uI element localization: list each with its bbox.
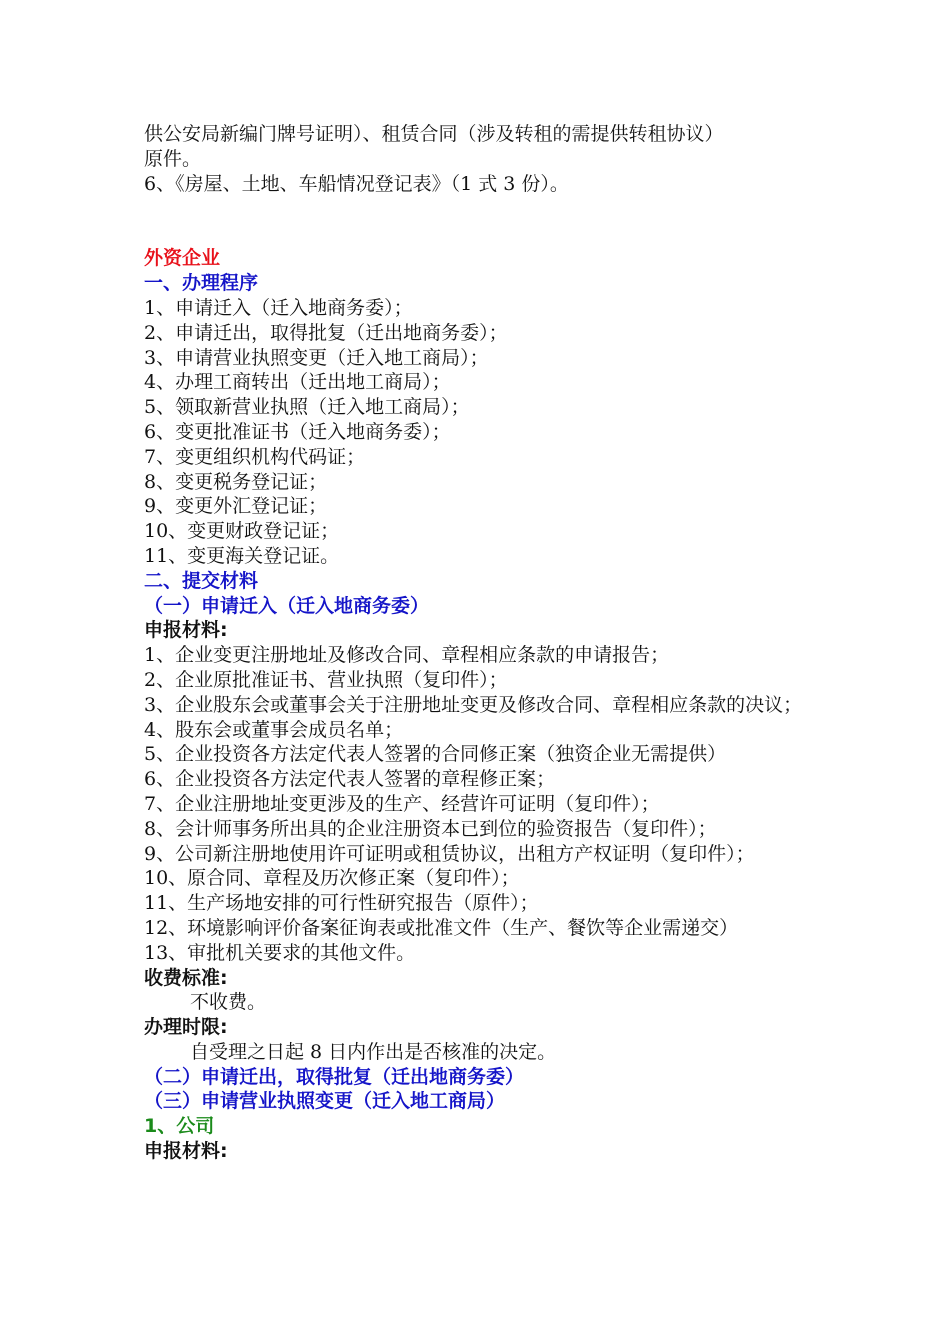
time-limit-label: 办理时限: xyxy=(144,1016,228,1039)
procedure-step: 8、变更税务登记证； xyxy=(144,470,328,493)
procedure-step: 3、申请营业执照变更（迁入地工商局）； xyxy=(144,346,489,369)
procedure-step: 5、领取新营业执照（迁入地工商局）； xyxy=(144,396,470,419)
fee-value: 不收费。 xyxy=(190,991,267,1014)
procedure-list xyxy=(144,296,824,569)
company-heading: 1、公司 xyxy=(144,1115,215,1138)
section-title: 外资企业 xyxy=(144,247,221,270)
sub1-materials-list xyxy=(144,643,824,965)
sub3-heading: （三）申请营业执照变更（迁入地工商局） xyxy=(144,1090,506,1113)
sub1-heading: （一）申请迁入（迁入地商务委） xyxy=(144,594,430,617)
intro-line-1: 供公安局新编门牌号证明）、租赁合同（涉及转租的需提供转租协议） xyxy=(144,123,724,145)
material-item: 3、企业股东会或董事会关于注册地址变更及修改合同、章程相应条款的决议； xyxy=(144,693,803,716)
sub2-heading: （二）申请迁出，取得批复（迁出地商务委） xyxy=(144,1065,525,1088)
material-item: 5、企业投资各方法定代表人签署的合同修正案（独资企业无需提供） xyxy=(144,743,727,766)
material-item: 10、原合同、章程及历次修正案（复印件）； xyxy=(144,867,520,890)
procedure-step: 2、申请迁出，取得批复（迁出地商务委）； xyxy=(144,321,508,344)
sub3-materials-label: 申报材料: xyxy=(144,1140,228,1163)
material-item: 7、企业注册地址变更涉及的生产、经营许可证明（复印件）； xyxy=(144,792,660,815)
intro-line-3: 6、《房屋、土地、车船情况登记表》（1 式 3 份）。 xyxy=(144,172,569,195)
material-item: 11、生产场地安排的可行性研究报告（原件）； xyxy=(144,892,539,915)
intro-line-2: 原件。 xyxy=(144,147,202,170)
procedure-step: 4、办理工商转出（迁出地工商局）； xyxy=(144,371,451,394)
material-item: 6、企业投资各方法定代表人签署的章程修正案； xyxy=(144,768,556,791)
procedure-step: 6、变更批准证书（迁入地商务委）； xyxy=(144,420,451,443)
time-limit-value: 自受理之日起 8 日内作出是否核准的决定。 xyxy=(190,1040,557,1063)
fee-label: 收费标准: xyxy=(144,966,228,989)
sub1-materials-label: 申报材料: xyxy=(144,619,228,642)
material-item: 4、股东会或董事会成员名单； xyxy=(144,718,404,741)
material-item: 8、会计师事务所出具的企业注册资本已到位的验资报告（复印件）； xyxy=(144,817,717,840)
procedure-heading: 一、办理程序 xyxy=(144,272,259,295)
materials-heading: 二、提交材料 xyxy=(144,569,259,592)
material-item: 2、企业原批准证书、营业执照（复印件）； xyxy=(144,668,508,691)
section-gap xyxy=(144,196,824,246)
procedure-step: 10、变更财政登记证； xyxy=(144,520,340,543)
procedure-step: 11、变更海关登记证。 xyxy=(144,544,340,567)
procedure-step: 9、变更外汇登记证； xyxy=(144,495,328,518)
material-item: 12、环境影响评价备案征询表或批准文件（生产、餐饮等企业需递交） xyxy=(144,916,739,939)
material-item: 13、审批机关要求的其他文件。 xyxy=(144,941,416,964)
material-item: 1、企业变更注册地址及修改合同、章程相应条款的申请报告； xyxy=(144,644,670,667)
procedure-step: 7、变更组织机构代码证； xyxy=(144,445,366,468)
document-page xyxy=(144,122,824,1164)
procedure-step: 1、申请迁入（迁入地商务委）； xyxy=(144,296,413,319)
material-item: 9、公司新注册地使用许可证明或租赁协议，出租方产权证明（复印件）； xyxy=(144,842,755,865)
